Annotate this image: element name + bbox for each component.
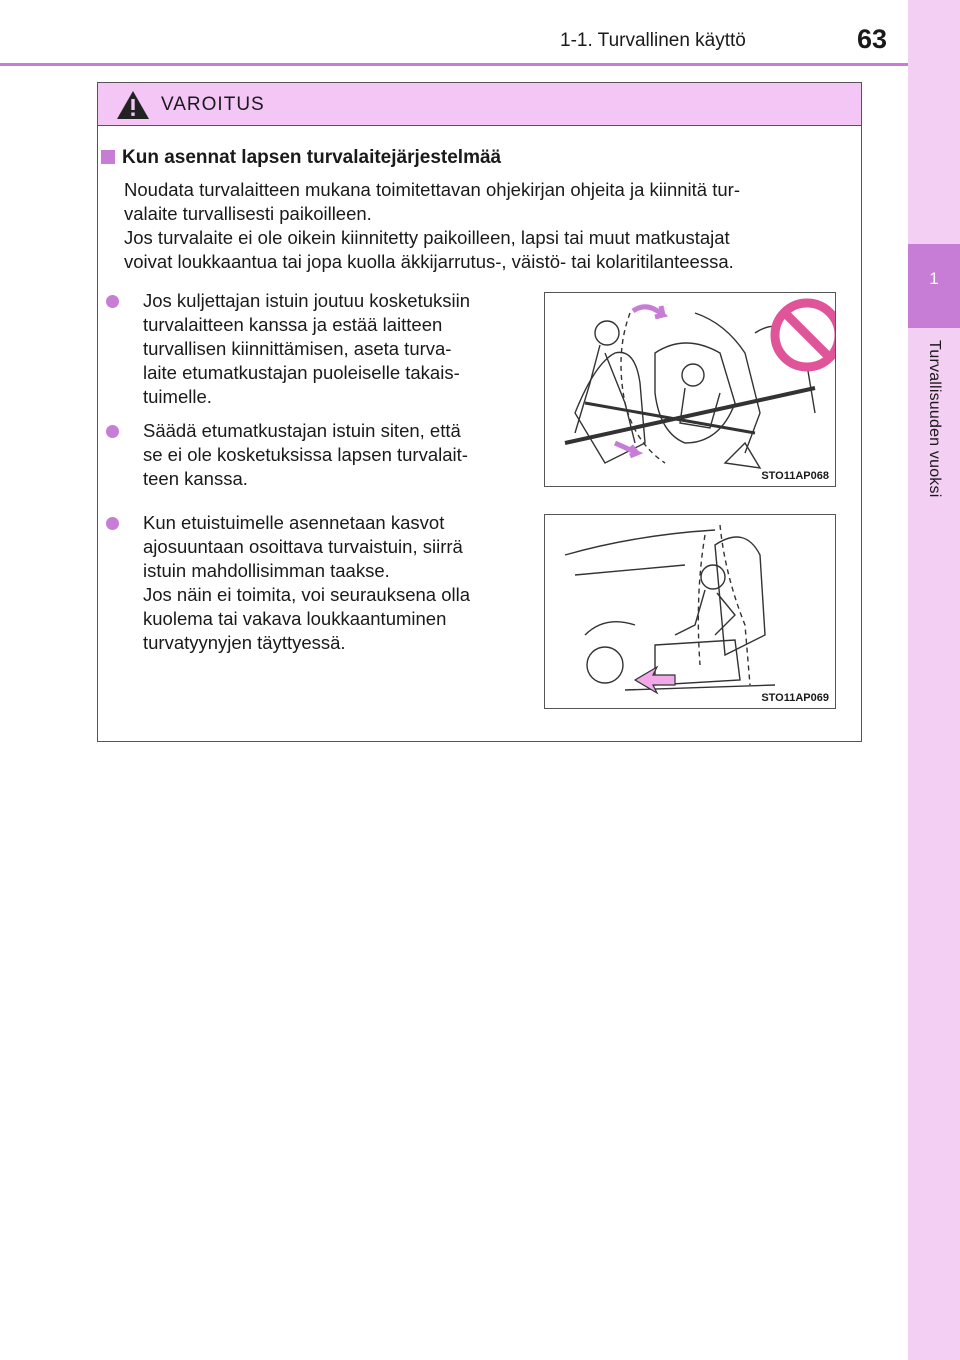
header-rule — [0, 63, 908, 66]
bullet-line: Kun etuistuimelle asennetaan kasvot — [143, 512, 445, 533]
bullet-line: turvalaitteen kanssa ja estää laitteen — [143, 314, 443, 335]
bullet-line: istuin mahdollisimman taakse. — [143, 560, 390, 581]
intro-line: Jos turvalaite ei ole oikein kiinnitetty paikoilleen, lapsi tai muut matkustajat — [124, 227, 730, 248]
bullet-line: tuimelle. — [143, 386, 212, 407]
bullet-line: se ei ole kosketuksissa lapsen turvalait- — [143, 444, 468, 465]
figure-code: STO11AP069 — [761, 692, 829, 704]
bullet-item — [106, 511, 524, 655]
round-bullet-icon — [106, 295, 119, 308]
figure-forward-facing-seat — [544, 514, 836, 709]
intro-paragraph — [124, 178, 846, 274]
page-number: 63 — [857, 24, 888, 54]
child-seat-illustration — [545, 293, 835, 486]
bullet-line: kuolema tai vakava loukkaantuminen — [143, 608, 447, 629]
bullet-line: laite etumatkustajan puoleiselle takais- — [143, 362, 460, 383]
bullet-line: teen kanssa. — [143, 468, 248, 489]
figure-rear-facing-seat — [544, 292, 836, 487]
running-header-title: 1-1. Turvallinen käyttö — [560, 30, 746, 51]
warning-box — [97, 82, 862, 742]
bullet-item — [106, 289, 524, 409]
figure-code: STO11AP068 — [761, 470, 829, 482]
bullet-line: turvallisen kiinnittämisen, aseta turva- — [143, 338, 452, 359]
bullet-item — [106, 419, 524, 491]
chapter-tab[interactable]: 1 — [908, 244, 960, 328]
bullet-line: ajosuuntaan osoittava turvaistuin, siirrä — [143, 536, 463, 557]
intro-line: Noudata turvalaitteen mukana toimitettavan ohjekirjan ohjeita ja kiinnitä tur- — [124, 179, 740, 200]
bullet-line: Jos näin ei toimita, voi seurauksena olla — [143, 584, 471, 605]
round-bullet-icon — [106, 425, 119, 438]
square-bullet-icon — [101, 150, 115, 164]
chapter-sidebar — [908, 0, 960, 1360]
round-bullet-icon — [106, 517, 119, 530]
warning-header — [98, 83, 861, 126]
forward-seat-illustration — [545, 515, 835, 708]
warning-label: VAROITUS — [161, 94, 265, 115]
intro-line: voivat loukkaantua tai jopa kuolla äkkijarrutus-, väistö- tai kolaritilanteessa. — [124, 251, 734, 272]
bullet-line: Jos kuljettajan istuin joutuu kosketuksiin — [143, 290, 471, 311]
bullet-line: turvatyynyjen täyttyessä. — [143, 632, 346, 653]
section-title: Kun asennat lapsen turvalaitejärjestelmää — [101, 147, 501, 169]
bullet-line: Säädä etumatkustajan istuin siten, että — [143, 420, 461, 441]
chapter-title: Turvallisuuden vuoksi — [926, 340, 943, 498]
intro-line: valaite turvallisesti paikoilleen. — [124, 203, 372, 224]
warning-triangle-icon — [115, 89, 151, 121]
